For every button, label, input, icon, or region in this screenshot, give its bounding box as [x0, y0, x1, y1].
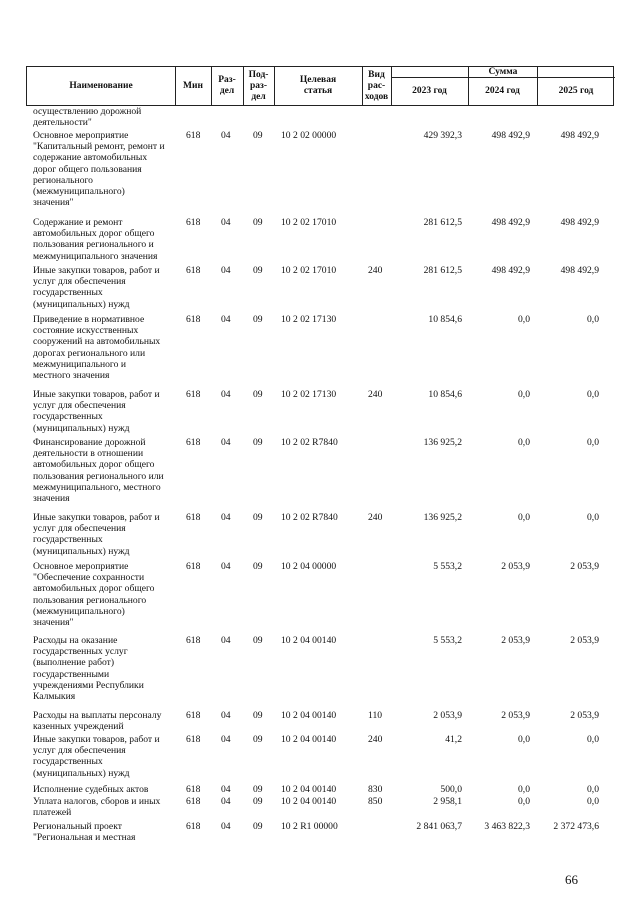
row-podrazdel: 09 — [253, 710, 263, 721]
row-razdel: 04 — [221, 512, 231, 523]
row-sum-2023: 5 553,2 — [433, 561, 462, 572]
row-celevaya-statya: 10 2 04 00140 — [281, 796, 337, 807]
row-podrazdel: 09 — [253, 734, 263, 745]
row-celevaya-statya: 10 2 02 17010 — [281, 265, 337, 276]
row-razdel: 04 — [221, 821, 231, 832]
row-podrazdel: 09 — [253, 314, 263, 325]
row-name: осуществлению дорожной деятельности" — [33, 106, 142, 129]
row-name: Иные закупки товаров, работ и услуг для обеспечения государственных (муниципальных) нужд — [33, 512, 160, 557]
row-podrazdel: 09 — [253, 437, 263, 448]
row-razdel: 04 — [221, 561, 231, 572]
row-sum-2025: 2 372 473,6 — [553, 821, 599, 832]
row-name: Финансирование дорожной деятельности в отношении автомобильных дорог общего пользования регионального или межмуниципального, местного значения — [33, 437, 164, 505]
row-sum-2024: 0,0 — [518, 389, 530, 400]
row-razdel: 04 — [221, 734, 231, 745]
row-celevaya-statya: 10 2 04 00000 — [281, 561, 337, 572]
row-podrazdel: 09 — [253, 784, 263, 795]
row-name: Основное мероприятие "Обеспечение сохранности автомобильных дорог общего пользования регионального (межмуниципального) значения" — [33, 561, 155, 629]
page-number: 66 — [565, 872, 578, 887]
row-name: Иные закупки товаров, работ и услуг для обеспечения государственных (муниципальных) нужд — [33, 389, 160, 434]
row-sum-2024: 498 492,9 — [491, 130, 530, 141]
row-sum-2024: 2 053,9 — [501, 635, 530, 646]
row-name: Расходы на выплаты персоналу казенных учреждений — [33, 710, 162, 733]
row-razdel: 04 — [221, 710, 231, 721]
row-sum-2025: 498 492,9 — [560, 130, 599, 141]
row-celevaya-statya: 10 2 02 R7840 — [281, 437, 338, 448]
header-summa: Сумма — [488, 66, 518, 77]
row-sum-2023: 10 854,6 — [428, 314, 462, 325]
row-min: 618 — [186, 784, 201, 795]
row-name: Региональный проект "Региональная и местная — [33, 821, 136, 844]
row-sum-2023: 281 612,5 — [423, 217, 462, 228]
row-sum-2025: 2 053,9 — [570, 561, 599, 572]
row-name: Расходы на оказание государственных услуг (выполнение работ) государственными учреждениями Республики Калмыкия — [33, 635, 144, 703]
row-min: 618 — [186, 217, 201, 228]
row-podrazdel: 09 — [253, 796, 263, 807]
row-sum-2025: 0,0 — [587, 512, 599, 523]
row-sum-2024: 2 053,9 — [501, 561, 530, 572]
row-razdel: 04 — [221, 265, 231, 276]
row-min: 618 — [186, 710, 201, 721]
row-vid-raskhodov: 830 — [368, 784, 383, 795]
header-min: Мин — [183, 80, 203, 91]
row-podrazdel: 09 — [253, 389, 263, 400]
row-min: 618 — [186, 796, 201, 807]
row-podrazdel: 09 — [253, 512, 263, 523]
header-2025: 2025 год — [558, 86, 594, 96]
row-podrazdel: 09 — [253, 635, 263, 646]
row-min: 618 — [186, 314, 201, 325]
row-celevaya-statya: 10 2 04 00140 — [281, 784, 337, 795]
row-sum-2024: 0,0 — [518, 512, 530, 523]
row-sum-2024: 0,0 — [518, 796, 530, 807]
row-min: 618 — [186, 821, 201, 832]
header-vid-raskhodov: Вид рас- ходов — [364, 69, 389, 102]
header-name: Наименование — [69, 80, 133, 91]
row-sum-2023: 10 854,6 — [428, 389, 462, 400]
row-min: 618 — [186, 130, 201, 141]
row-vid-raskhodov: 240 — [368, 512, 383, 523]
row-celevaya-statya: 10 2 02 R7840 — [281, 512, 338, 523]
row-podrazdel: 09 — [253, 561, 263, 572]
row-sum-2025: 0,0 — [587, 314, 599, 325]
row-razdel: 04 — [221, 635, 231, 646]
row-celevaya-statya: 10 2 02 17130 — [281, 314, 337, 325]
row-sum-2023: 2 841 063,7 — [416, 821, 462, 832]
row-razdel: 04 — [221, 389, 231, 400]
row-razdel: 04 — [221, 314, 231, 325]
header-razdel: Раз- дел — [218, 75, 236, 96]
row-razdel: 04 — [221, 437, 231, 448]
header-2023: 2023 год — [412, 86, 447, 96]
row-razdel: 04 — [221, 796, 231, 807]
row-sum-2025: 0,0 — [587, 784, 599, 795]
row-sum-2025: 0,0 — [587, 389, 599, 400]
row-min: 618 — [186, 437, 201, 448]
row-sum-2024: 0,0 — [518, 734, 530, 745]
row-sum-2023: 2 958,1 — [433, 796, 462, 807]
header-podrazdel: Под- раз- дел — [248, 69, 269, 102]
row-celevaya-statya: 10 2 04 00140 — [281, 635, 337, 646]
row-vid-raskhodov: 240 — [368, 265, 383, 276]
row-min: 618 — [186, 635, 201, 646]
row-celevaya-statya: 10 2 04 00140 — [281, 710, 337, 721]
row-name: Иные закупки товаров, работ и услуг для обеспечения государственных (муниципальных) нужд — [33, 265, 160, 310]
row-min: 618 — [186, 561, 201, 572]
row-vid-raskhodov: 850 — [368, 796, 383, 807]
row-vid-raskhodov: 240 — [368, 389, 383, 400]
row-sum-2023: 5 553,2 — [433, 635, 462, 646]
row-razdel: 04 — [221, 784, 231, 795]
row-sum-2025: 498 492,9 — [560, 265, 599, 276]
row-celevaya-statya: 10 2 02 00000 — [281, 130, 337, 141]
row-sum-2025: 2 053,9 — [570, 635, 599, 646]
row-sum-2024: 498 492,9 — [491, 217, 530, 228]
row-sum-2023: 281 612,5 — [423, 265, 462, 276]
row-celevaya-statya: 10 2 04 00140 — [281, 734, 337, 745]
header-2024: 2024 год — [485, 86, 520, 96]
row-name: Уплата налогов, сборов и иных платежей — [33, 796, 161, 819]
row-razdel: 04 — [221, 217, 231, 228]
row-vid-raskhodov: 240 — [368, 734, 383, 745]
row-podrazdel: 09 — [253, 217, 263, 228]
row-sum-2023: 136 925,2 — [423, 512, 462, 523]
row-podrazdel: 09 — [253, 265, 263, 276]
row-sum-2023: 2 053,9 — [433, 710, 462, 721]
row-razdel: 04 — [221, 130, 231, 141]
row-sum-2025: 2 053,9 — [570, 710, 599, 721]
row-celevaya-statya: 10 2 02 17010 — [281, 217, 337, 228]
row-min: 618 — [186, 734, 201, 745]
row-sum-2025: 0,0 — [587, 437, 599, 448]
row-sum-2023: 500,0 — [440, 784, 462, 795]
row-name: Основное мероприятие "Капитальный ремонт, ремонт и содержание автомобильных дорог общего пользования регионального (межмуниципального) значения" — [33, 130, 165, 209]
row-name: Содержание и ремонт автомобильных дорог общего пользования регионального и межмуниципального значения — [33, 217, 158, 262]
row-sum-2023: 429 392,3 — [423, 130, 462, 141]
row-min: 618 — [186, 265, 201, 276]
row-sum-2024: 0,0 — [518, 784, 530, 795]
row-sum-2023: 136 925,2 — [423, 437, 462, 448]
header-celevaya-statya: Целевая статья — [299, 75, 337, 96]
row-name: Иные закупки товаров, работ и услуг для обеспечения государственных (муниципальных) нужд — [33, 734, 160, 779]
row-sum-2025: 0,0 — [587, 734, 599, 745]
table-header — [26, 66, 614, 106]
row-sum-2024: 498 492,9 — [491, 265, 530, 276]
row-sum-2025: 498 492,9 — [560, 217, 599, 228]
row-name: Исполнение судебных актов — [33, 784, 149, 795]
row-podrazdel: 09 — [253, 821, 263, 832]
row-sum-2024: 3 463 822,3 — [484, 821, 530, 832]
row-celevaya-statya: 10 2 02 17130 — [281, 389, 337, 400]
row-sum-2024: 2 053,9 — [501, 710, 530, 721]
row-podrazdel: 09 — [253, 130, 263, 141]
row-min: 618 — [186, 512, 201, 523]
row-sum-2024: 0,0 — [518, 314, 530, 325]
row-vid-raskhodov: 110 — [368, 710, 383, 721]
row-name: Приведение в нормативное состояние искусственных сооружений на автомобильных дорогах регионального или межмуниципального и местного значения — [33, 314, 161, 382]
row-sum-2023: 41,2 — [445, 734, 462, 745]
row-sum-2024: 0,0 — [518, 437, 530, 448]
row-sum-2025: 0,0 — [587, 796, 599, 807]
row-celevaya-statya: 10 2 R1 00000 — [281, 821, 338, 832]
row-min: 618 — [186, 389, 201, 400]
